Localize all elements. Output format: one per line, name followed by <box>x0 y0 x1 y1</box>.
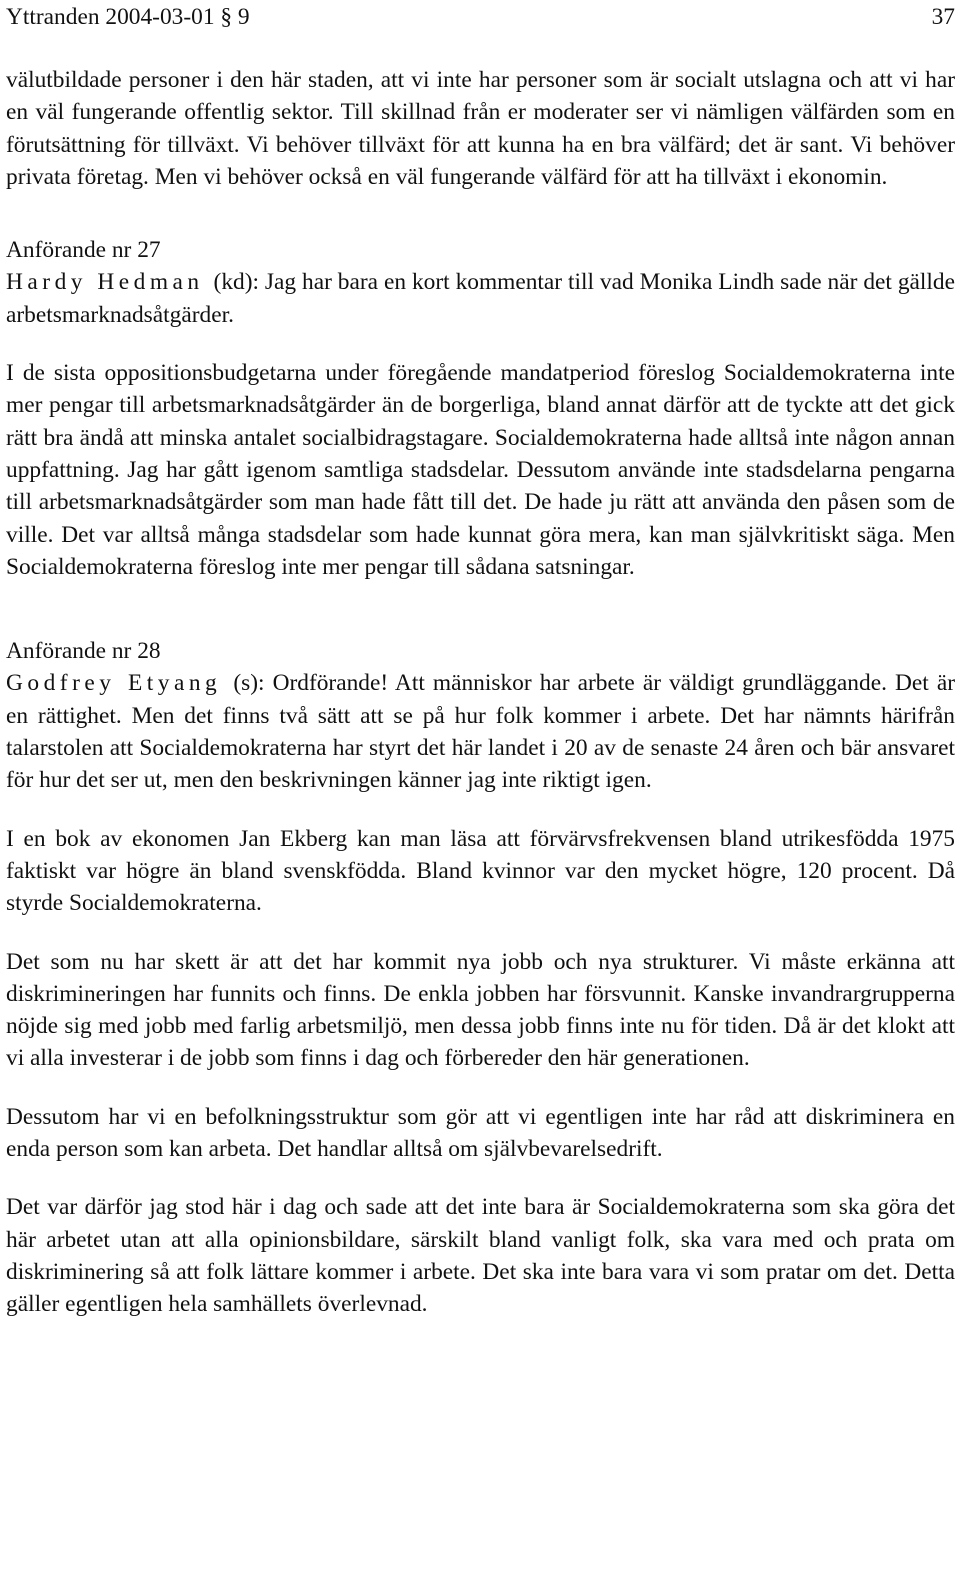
speaker-name: Godfrey Etyang <box>6 670 222 697</box>
document-page <box>6 0 955 1321</box>
header-title: Yttranden 2004-03-01 § 9 <box>6 4 250 30</box>
paragraph-new-jobs: Det som nu har skett är att det har kommit nya jobb och nya strukturer. Vi måste erkänna att diskrimineringen har funnits och finns. De enkla jobben har försvunnit. Kanske invandrargrupperna nöjde sig med jobb med farlig arbetsmiljö, men dessa jobb finns inte nu för tiden. Då är det klokt att vi alla investerar i de jobb som finns i dag och förbereder den här generationen. <box>6 948 955 1072</box>
paragraph-opposition-budgets: I de sista oppositionsbudgetarna under föregående mandatperiod föreslog Socialdemokraterna inte mer pengar till arbetsmarknadsåtgärder än de borgerliga, bland annat därför att de tyckte att det gick rätt bra ändå att minska antalet socialbidragstagare. Socialdemokraterna hade alltså inte någon annan uppfattning. Jag har gått igenom samtliga stadsdelar. Dessutom använde inte stadsdelarna pengarna till arbetsmarknadsåtgärder som man hade fått till det. De hade ju rätt att använda den påsen som de ville. Det var alltså många stadsdelar som hade kunnat göra mera, kan man självkritiskt säga. Men Socialdemokraterna föreslog inte mer pengar till sådana satsningar. <box>6 360 955 580</box>
page-header <box>6 1 955 33</box>
paragraph-welfare: välutbildade personer i den här staden, att vi inte har personer som är socialt utslagna och att vi har en väl fungerande offentlig sektor. Till skillnad från er moderater ser vi nämligen välfärden som en förutsättning för tillväxt. Vi behöver tillväxt för att kunna ha en bra välfärd; det är sant. Vi behöver privata företag. Men vi behöver också en väl fungerande välfärd för att ha tillväxt i ekonomin. <box>6 67 955 190</box>
paragraph-conclusion: Det var därför jag stod här i dag och sade att det inte bara är Socialdemokraterna som ska göra det här arbetet utan att alla opinionsbildare, särskilt bland vanligt folk, ska vara med och prata om diskriminering så att folk lättare kommer i arbete. Det ska inte bara vara vi som pratar om det. Detta gäller egentligen hela samhällets överlevnad. <box>6 1194 955 1318</box>
speaker-name: Hardy Hedman <box>6 269 204 296</box>
speech-27-intro: (kd): Jag har bara en kort kommentar till vad Monika Lindh sade när det gällde arbetsmarknadsåtgärder. <box>6 269 955 328</box>
speech-28-title: Anförande nr 28 <box>6 638 161 665</box>
paragraph-population: Dessutom har vi en befolkningsstruktur som gör att vi egentligen inte har råd att diskriminera en enda person som kan arbeta. Det handlar alltså om självbevarelsedrift. <box>6 1103 955 1163</box>
speech-27-title: Anförande nr 27 <box>6 237 161 264</box>
speech-27-body <box>6 266 955 331</box>
speech-28-intro: (s): Ordförande! Att människor har arbete är väldigt grundläggande. Det är en rättighet. Men det finns två sätt att se på hur folk kommer i arbete. Det har nämnts härifrån talarstolen att Socialdemokraterna har styrt det här landet i 20 av de senaste 24 åren och bär ansvaret för hur det ser ut, men den beskrivningen känner jag inte riktigt igen. <box>6 670 955 794</box>
page-number: 37 <box>931 4 955 30</box>
speech-28-body <box>6 667 955 796</box>
paragraph-ekberg: I en bok av ekonomen Jan Ekberg kan man läsa att förvärvsfrekvensen bland utrikesfödda 1975 faktiskt var högre än bland svenskfödda. Bland kvinnor var den mycket högre, 120 procent. Då styrde Socialdemokraterna. <box>6 825 955 917</box>
